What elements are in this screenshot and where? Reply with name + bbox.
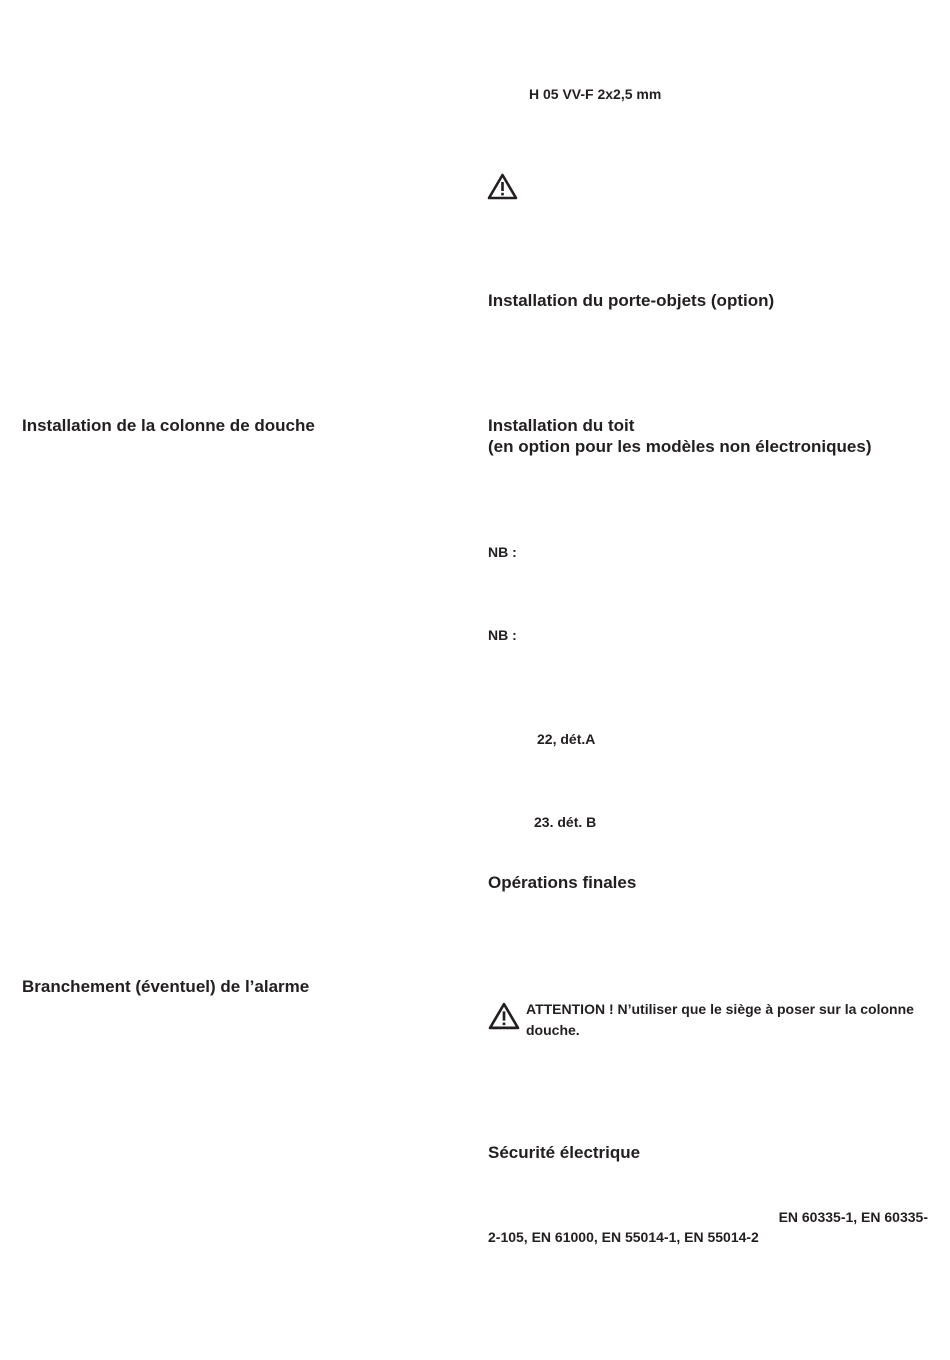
figure-reference-a: 22, dét.A [537,731,596,747]
nb-label: NB : [488,544,517,560]
standards-text [488,1207,928,1247]
heading-alarme: Branchement (éventuel) de l’alarme [22,977,310,996]
nb-label: NB : [488,627,517,643]
heading-toit-line2: (en option pour les modèles non électroniques) [488,437,872,456]
heading-porte-objets: Installation du porte-objets (option) [488,291,775,310]
standards-line-2: 2-105, EN 61000, EN 55014-1, EN 55014-2 [488,1229,759,1245]
heading-operations-finales: Opérations finales [488,873,637,892]
heading-toit-line1: Installation du toit [488,416,635,435]
attention-warning-text: ATTENTION ! N’utiliser que le siège à poser sur la colonne douche. [526,1001,914,1038]
heading-colonne-douche: Installation de la colonne de douche [22,416,315,435]
warning-triangle-icon [487,173,518,200]
heading-securite-electrique: Sécurité électrique [488,1143,641,1162]
standards-line-1: EN 60335-1, EN 60335- [778,1209,928,1225]
figure-reference-b: 23. dét. B [534,814,597,830]
warning-triangle-icon [488,1002,520,1030]
cable-spec: H 05 VV-F 2x2,5 mm [529,86,662,102]
